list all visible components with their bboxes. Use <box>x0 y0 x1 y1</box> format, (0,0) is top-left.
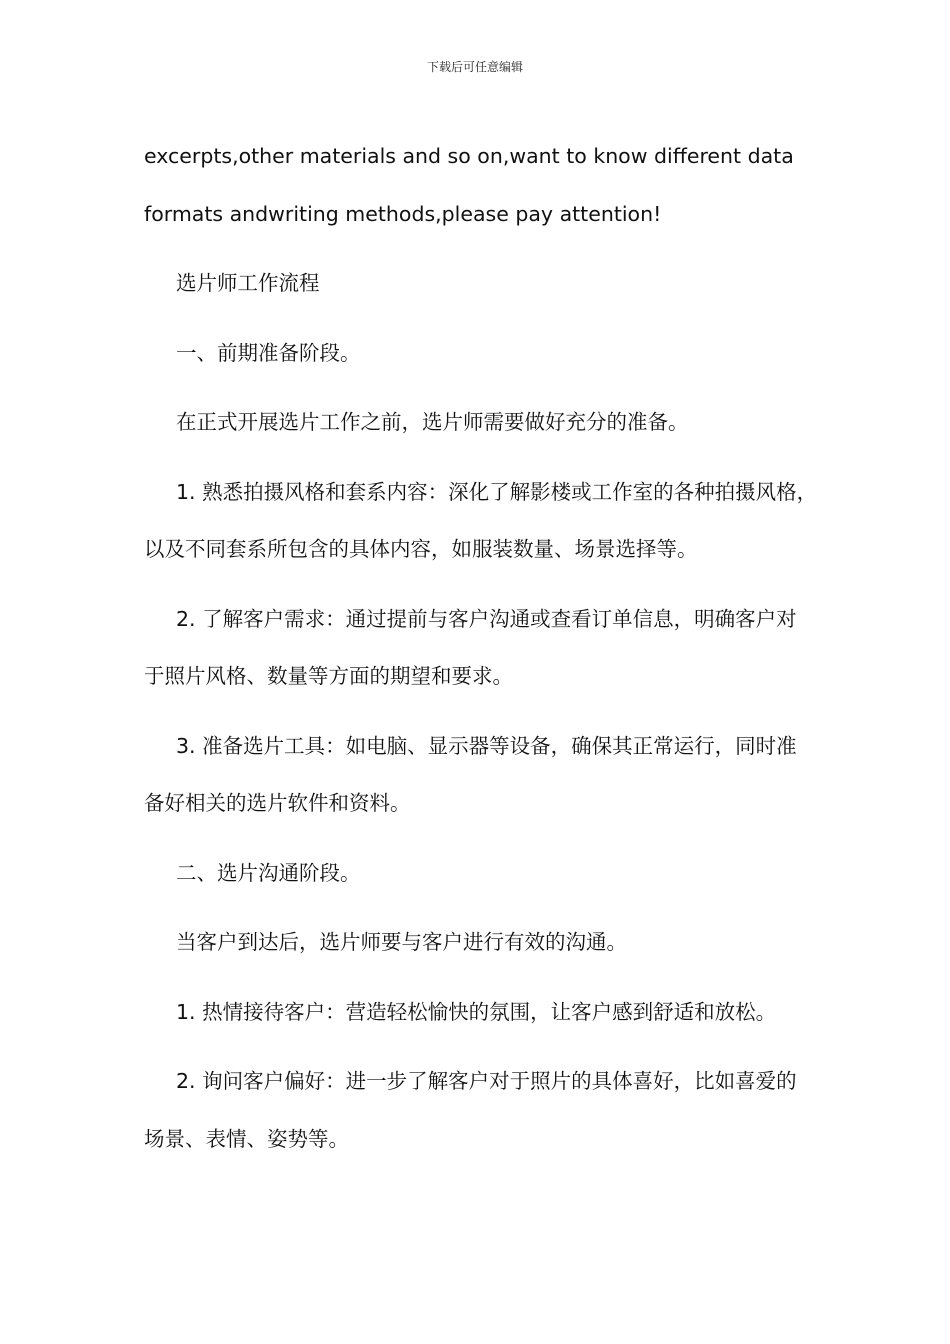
list-item <box>144 718 816 833</box>
intro-line: excerpts,other materials and so on,want to know different data <box>144 144 794 168</box>
section-intro: 在正式开展选片工作之前，选片师需要做好充分的准备。 <box>176 410 689 434</box>
list-item-line: 以及不同套系所包含的具体内容，如服装数量、场景选择等。 <box>144 537 698 561</box>
list-item-line: 3. 准备选片工具：如电脑、显示器等设备，确保其正常运行，同时准 <box>176 733 797 758</box>
list-item-line: 备好相关的选片软件和资料。 <box>144 791 411 815</box>
section-heading: 二、选片沟通阶段。 <box>176 860 361 885</box>
list-item <box>144 591 816 706</box>
list-item <box>144 464 816 579</box>
document-title: 选片师工作流程 <box>176 271 320 295</box>
page-header: 下载后可任意编辑 <box>426 60 523 74</box>
list-item-line: 1. 熟悉拍摄风格和套系内容：深化了解影楼或工作室的各种拍摄风格， <box>176 479 818 504</box>
list-item-line: 场景、表情、姿势等。 <box>144 1126 349 1151</box>
section-intro: 当客户到达后，选片师要与客户进行有效的沟通。 <box>176 930 627 954</box>
list-item <box>144 1053 816 1168</box>
list-item-line: 2. 询问客户偏好：进一步了解客户对于照片的具体喜好，比如喜爱的 <box>176 1069 797 1093</box>
document-body <box>144 128 816 1180</box>
list-item-line: 于照片风格、数量等方面的期望和要求。 <box>144 664 513 688</box>
intro-line: formats andwriting methods,please pay attention! <box>144 201 662 226</box>
list-item: 1. 热情接待客户：营造轻松愉快的氛围，让客户感到舒适和放松。 <box>176 999 777 1024</box>
list-item-line: 2. 了解客户需求：通过提前与客户沟通或查看订单信息，明确客户对 <box>176 606 797 631</box>
intro-paragraph <box>144 128 816 243</box>
section-heading: 一、前期准备阶段。 <box>176 340 361 365</box>
